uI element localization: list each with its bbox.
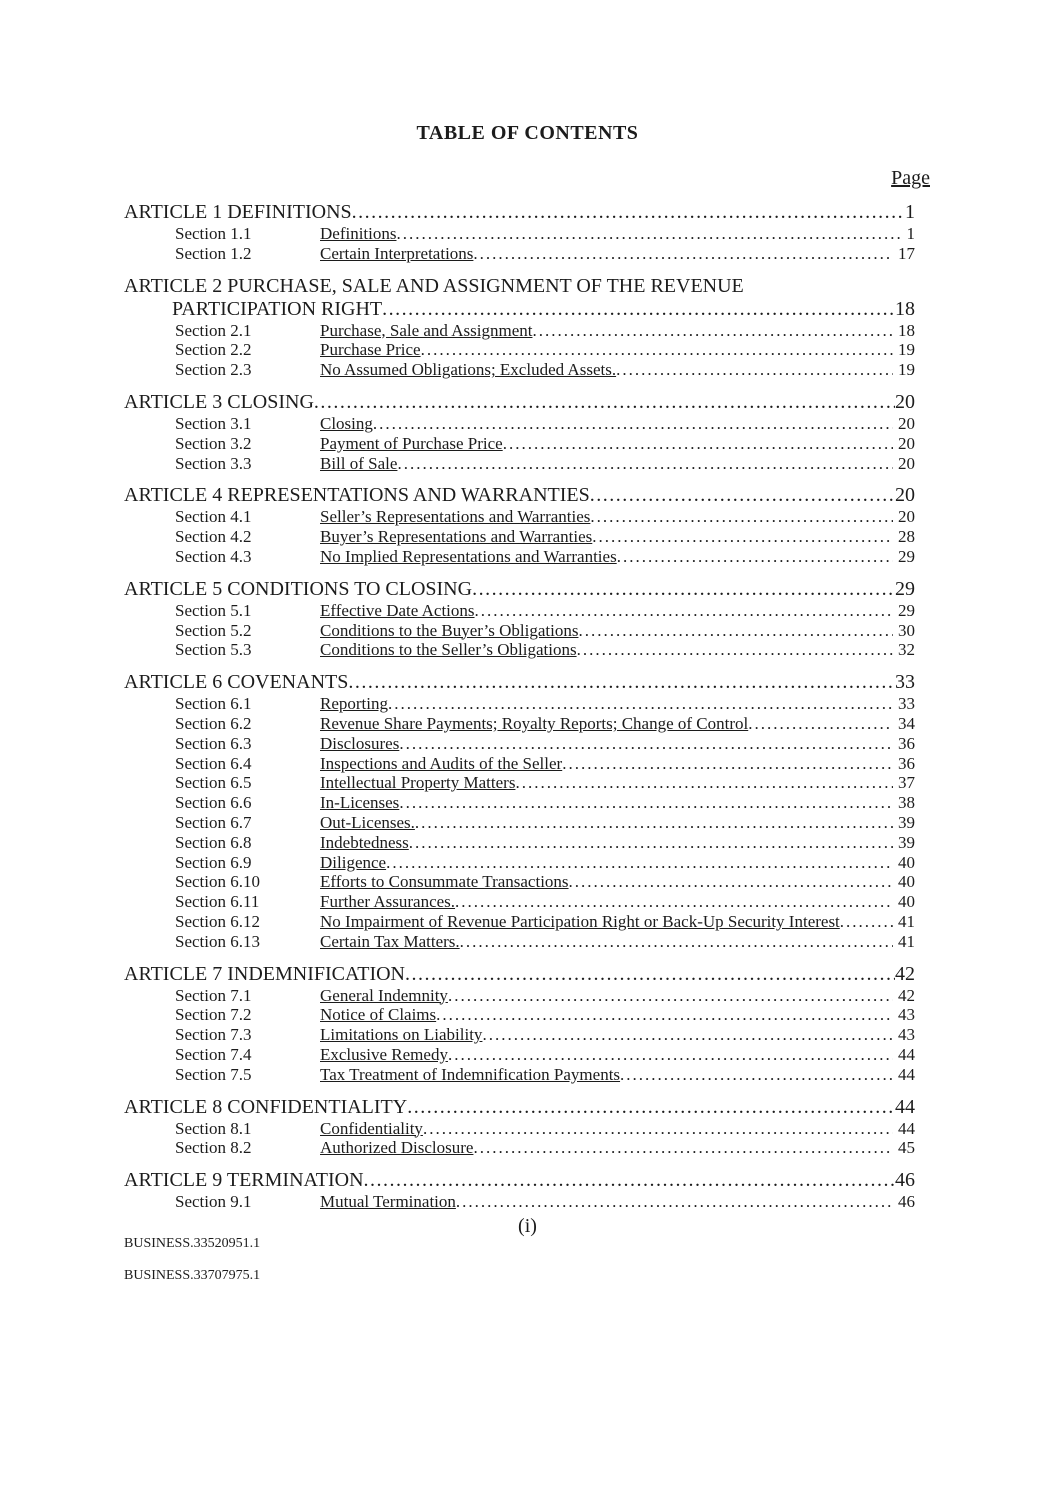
- toc-section-row: [124, 833, 915, 853]
- dot-leader: [409, 833, 893, 853]
- toc-section-row: [124, 1138, 915, 1158]
- toc-article-page-number: 42: [895, 962, 915, 985]
- toc-section-page-number: 41: [898, 931, 915, 951]
- dot-leader: [590, 484, 895, 507]
- toc-section-number: Section 8.1: [175, 1118, 252, 1138]
- toc-article-title[interactable]: ARTICLE 2 PURCHASE, SALE AND ASSIGNMENT OF THE REVENUE: [124, 274, 744, 297]
- toc-section-row: [124, 912, 915, 932]
- dot-leader: [472, 578, 895, 601]
- toc-section-row: [124, 360, 915, 380]
- dot-leader: [382, 298, 895, 321]
- toc-section-row: [124, 414, 915, 434]
- toc-article-sections: [124, 414, 915, 473]
- toc-section-page-number: 44: [898, 1118, 915, 1138]
- toc-section-title-link[interactable]: Out-Licenses.: [320, 812, 415, 832]
- toc-article-title[interactable]: ARTICLE 8 CONFIDENTIALITY: [124, 1095, 408, 1118]
- toc-section-title-link[interactable]: Further Assurances.: [320, 892, 456, 912]
- toc-section-title-link[interactable]: Intellectual Property Matters: [320, 773, 516, 793]
- toc-section-number: Section 4.2: [175, 527, 252, 547]
- toc-section-page-number: 39: [898, 832, 915, 852]
- toc-article-entry: [124, 201, 915, 224]
- toc-section-title-link[interactable]: No Assumed Obligations; Excluded Assets.: [320, 360, 617, 380]
- toc-section-number: Section 6.6: [175, 793, 252, 813]
- toc-section-number: Section 7.5: [175, 1064, 252, 1084]
- toc-article-block: [124, 1096, 915, 1159]
- toc-section-row: [124, 754, 915, 774]
- toc-section-title-link[interactable]: Tax Treatment of Indemnification Payments: [320, 1064, 621, 1084]
- toc-section-page-number: 20: [898, 413, 915, 433]
- dot-leader: [415, 813, 893, 833]
- toc-section-page-number: 46: [898, 1192, 915, 1212]
- toc-section-title-link[interactable]: Certain Tax Matters.: [320, 931, 460, 951]
- toc-section-row: [124, 1025, 915, 1045]
- toc-section-number: Section 7.1: [175, 985, 252, 1005]
- toc-section-row: [124, 527, 915, 547]
- toc-section-number: Section 6.3: [175, 733, 252, 753]
- dot-leader: [620, 1065, 893, 1085]
- toc-section-number: Section 2.2: [175, 340, 252, 360]
- toc-article-title[interactable]: ARTICLE 5 CONDITIONS TO CLOSING: [124, 577, 473, 600]
- dot-leader: [314, 391, 895, 414]
- toc-section-row: [124, 1005, 915, 1025]
- toc-section-page-number: 1: [906, 224, 915, 243]
- toc-section-title-link[interactable]: Confidentiality: [320, 1118, 423, 1138]
- toc-section-row: [124, 714, 915, 734]
- toc-article-title-continued[interactable]: PARTICIPATION RIGHT: [172, 297, 383, 320]
- dot-leader: [748, 714, 893, 734]
- toc-section-page-number: 20: [898, 507, 915, 527]
- toc-section-number: Section 1.2: [175, 243, 252, 263]
- footer-doc-id: BUSINESS.33520951.1: [124, 1235, 261, 1251]
- toc-section-page-number: 34: [898, 713, 915, 733]
- toc-section-number: Section 7.2: [175, 1005, 252, 1025]
- toc-section-title-link[interactable]: Purchase, Sale and Assignment: [320, 320, 533, 340]
- toc-article-sections: [124, 224, 915, 264]
- toc-article-entry: [124, 671, 915, 694]
- table-of-contents: [124, 201, 915, 1212]
- toc-section-number: Section 4.3: [175, 546, 252, 566]
- toc-section-page-number: 42: [898, 985, 915, 1005]
- toc-section-number: Section 6.7: [175, 812, 252, 832]
- toc-section-page-number: 43: [898, 1025, 915, 1045]
- toc-section-title-link[interactable]: Payment of Purchase Price: [320, 433, 503, 453]
- toc-article-page-number: 1: [905, 201, 915, 223]
- toc-article-sections: [124, 601, 915, 660]
- toc-section-page-number: 37: [898, 773, 915, 793]
- toc-section-row: [124, 1119, 915, 1139]
- toc-article-page-number: 20: [895, 390, 915, 413]
- toc-section-row: [124, 773, 915, 793]
- toc-article-entry: [124, 391, 915, 414]
- toc-article-sections: [124, 694, 915, 951]
- toc-section-number: Section 3.1: [175, 413, 252, 433]
- toc-section-page-number: 19: [898, 340, 915, 360]
- toc-section-page-number: 29: [898, 600, 915, 620]
- dot-leader: [455, 892, 893, 912]
- toc-section-row: [124, 547, 915, 567]
- dot-leader: [373, 414, 893, 434]
- toc-section-page-number: 44: [898, 1044, 915, 1064]
- toc-section-row: [124, 986, 915, 1006]
- dot-leader: [473, 244, 893, 264]
- toc-section-title-link[interactable]: Indebtedness: [320, 832, 409, 852]
- toc-section-page-number: 40: [898, 872, 915, 892]
- dot-leader: [456, 1192, 893, 1212]
- toc-section-page-number: 44: [898, 1064, 915, 1084]
- toc-section-number: Section 1.1: [175, 224, 252, 243]
- toc-section-title-link[interactable]: Conditions to the Seller’s Obligations: [320, 640, 577, 660]
- toc-article-block: [124, 671, 915, 951]
- toc-section-title-link[interactable]: Buyer’s Representations and Warranties: [320, 527, 593, 547]
- toc-section-page-number: 43: [898, 1005, 915, 1025]
- toc-section-title-link[interactable]: Certain Interpretations: [320, 243, 474, 263]
- toc-section-number: Section 2.3: [175, 360, 252, 380]
- toc-article-block: [124, 201, 915, 264]
- toc-section-row: [124, 1192, 915, 1212]
- toc-section-page-number: 36: [898, 753, 915, 773]
- toc-section-number: Section 6.12: [175, 911, 260, 931]
- toc-article-block: [124, 484, 915, 566]
- dot-leader: [592, 527, 893, 547]
- dot-leader: [515, 773, 893, 793]
- toc-section-number: Section 6.9: [175, 852, 252, 872]
- toc-article-block: [124, 275, 915, 380]
- document-footer: [124, 1237, 1055, 1283]
- toc-section-title-link[interactable]: No Impairment of Revenue Participation Right or Back-Up Security Interest: [320, 911, 840, 931]
- dot-leader: [475, 601, 893, 621]
- toc-section-title-link[interactable]: Closing: [320, 413, 373, 433]
- toc-section-page-number: 32: [898, 640, 915, 660]
- dot-leader: [397, 454, 893, 474]
- toc-content: [124, 167, 930, 1212]
- toc-section-page-number: 28: [898, 527, 915, 547]
- toc-section-row: [124, 621, 915, 641]
- toc-section-title-link[interactable]: Disclosures: [320, 733, 400, 753]
- toc-section-row: [124, 734, 915, 754]
- toc-article-entry: [124, 963, 915, 986]
- dot-leader: [473, 1138, 893, 1158]
- toc-section-number: Section 6.10: [175, 872, 260, 892]
- toc-article-sections: [124, 986, 915, 1085]
- toc-section-row: [124, 892, 915, 912]
- toc-article-title[interactable]: ARTICLE 1 DEFINITIONS: [124, 201, 352, 223]
- toc-section-title-link[interactable]: Mutual Termination: [320, 1192, 456, 1212]
- toc-section-number: Section 6.5: [175, 773, 252, 793]
- dot-leader: [399, 734, 893, 754]
- toc-article-page-number: 20: [895, 484, 915, 507]
- toc-section-title-link[interactable]: Bill of Sale: [320, 453, 398, 473]
- toc-section-page-number: 36: [898, 733, 915, 753]
- toc-article-page-number: 33: [895, 671, 915, 694]
- toc-section-number: Section 9.1: [175, 1192, 252, 1212]
- toc-section-number: Section 2.1: [175, 320, 252, 340]
- toc-section-title-link[interactable]: Diligence: [320, 852, 387, 872]
- toc-section-title-link[interactable]: No Implied Representations and Warranties: [320, 546, 617, 566]
- toc-section-title-link[interactable]: Authorized Disclosure: [320, 1138, 474, 1158]
- dot-leader: [460, 932, 893, 952]
- dot-leader: [386, 853, 893, 873]
- document-page: [0, 122, 1055, 1487]
- toc-section-number: Section 6.2: [175, 713, 252, 733]
- toc-section-row: [124, 1045, 915, 1065]
- toc-article-entry-wrap-line: [124, 298, 915, 321]
- dot-leader: [421, 340, 893, 360]
- toc-article-entry: [124, 1169, 915, 1192]
- toc-section-row: [124, 507, 915, 527]
- toc-article-title[interactable]: ARTICLE 4 REPRESENTATIONS AND WARRANTIES: [124, 484, 590, 507]
- toc-article-entry: [124, 275, 915, 298]
- dot-leader: [423, 1119, 893, 1139]
- dot-leader: [448, 1045, 893, 1065]
- toc-section-number: Section 6.11: [175, 892, 260, 912]
- toc-article-entry: [124, 484, 915, 507]
- dot-leader: [616, 360, 893, 380]
- toc-article-sections: [124, 1192, 915, 1212]
- toc-section-number: Section 6.13: [175, 931, 260, 951]
- dot-leader: [482, 1025, 893, 1045]
- dot-leader: [562, 754, 893, 774]
- toc-section-number: Section 6.8: [175, 832, 252, 852]
- toc-article-sections: [124, 321, 915, 380]
- dot-leader: [617, 547, 893, 567]
- toc-section-number: Section 3.2: [175, 433, 252, 453]
- toc-section-row: [124, 813, 915, 833]
- toc-section-number: Section 5.2: [175, 620, 252, 640]
- dot-leader: [569, 872, 893, 892]
- toc-section-number: Section 4.1: [175, 507, 252, 527]
- toc-section-row: [124, 340, 915, 360]
- toc-article-title[interactable]: ARTICLE 3 CLOSING: [124, 390, 314, 413]
- toc-section-number: Section 6.4: [175, 753, 252, 773]
- toc-section-page-number: 38: [898, 793, 915, 813]
- toc-section-page-number: 20: [898, 433, 915, 453]
- toc-section-title-link[interactable]: Efforts to Consummate Transactions: [320, 872, 569, 892]
- toc-section-title-link[interactable]: Conditions to the Buyer’s Obligations: [320, 620, 579, 640]
- toc-section-number: Section 5.1: [175, 600, 252, 620]
- dot-leader: [436, 1005, 893, 1025]
- toc-section-number: Section 8.2: [175, 1138, 252, 1158]
- toc-section-title-link[interactable]: General Indemnity: [320, 985, 448, 1005]
- toc-section-row: [124, 601, 915, 621]
- page-column-label: Page: [891, 167, 930, 189]
- toc-article-page-number: 46: [895, 1169, 915, 1192]
- toc-article-entry: [124, 1096, 915, 1119]
- dot-leader: [590, 507, 893, 527]
- toc-section-number: Section 6.1: [175, 694, 252, 714]
- toc-section-row: [124, 434, 915, 454]
- dot-leader: [577, 640, 893, 660]
- toc-section-title-link[interactable]: Seller’s Representations and Warranties: [320, 507, 591, 527]
- toc-article-page-number: 44: [895, 1095, 915, 1118]
- toc-section-page-number: 29: [898, 546, 915, 566]
- toc-section-page-number: 17: [898, 243, 915, 263]
- toc-section-page-number: 30: [898, 620, 915, 640]
- toc-section-number: Section 7.3: [175, 1025, 252, 1045]
- toc-article-block: [124, 578, 915, 660]
- toc-article-block: [124, 963, 915, 1085]
- toc-article-title[interactable]: ARTICLE 7 INDEMNIFICATION: [124, 962, 405, 985]
- toc-section-title-link[interactable]: Effective Date Actions: [320, 600, 475, 620]
- toc-section-page-number: 45: [898, 1138, 915, 1158]
- toc-article-title[interactable]: ARTICLE 9 TERMINATION: [124, 1169, 364, 1192]
- toc-section-title-link[interactable]: Inspections and Audits of the Seller: [320, 753, 563, 773]
- page-title: TABLE OF CONTENTS: [416, 122, 639, 144]
- dot-leader: [364, 1169, 895, 1192]
- toc-section-page-number: 18: [898, 320, 915, 340]
- toc-section-row: [124, 321, 915, 341]
- dot-leader: [399, 793, 893, 813]
- toc-section-row: [124, 640, 915, 660]
- dot-leader: [448, 986, 893, 1006]
- toc-article-block: [124, 1169, 915, 1212]
- toc-section-row: [124, 932, 915, 952]
- dot-leader: [352, 201, 905, 224]
- toc-section-row: [124, 244, 915, 264]
- toc-section-title-link[interactable]: Revenue Share Payments; Royalty Reports; Change of Control: [320, 713, 749, 733]
- toc-section-row: [124, 872, 915, 892]
- dot-leader: [532, 321, 893, 341]
- toc-article-title[interactable]: ARTICLE 6 COVENANTS: [124, 671, 349, 694]
- toc-article-page-number: 18: [895, 297, 915, 320]
- dot-leader: [503, 434, 893, 454]
- toc-section-page-number: 41: [898, 911, 915, 931]
- toc-article-block: [124, 391, 915, 473]
- dot-leader: [407, 1096, 895, 1119]
- toc-section-row: [124, 224, 915, 244]
- toc-article-page-number: 29: [895, 577, 915, 600]
- toc-section-page-number: 19: [898, 360, 915, 380]
- dot-leader: [578, 621, 893, 641]
- toc-article-entry: [124, 578, 915, 601]
- dot-leader: [840, 912, 893, 932]
- dot-leader: [388, 694, 893, 714]
- toc-section-title-link[interactable]: Purchase Price: [320, 340, 421, 360]
- toc-section-row: [124, 454, 915, 474]
- dot-leader: [397, 224, 902, 244]
- toc-section-row: [124, 853, 915, 873]
- toc-section-page-number: 33: [898, 694, 915, 714]
- page-number-indicator: (i): [518, 1214, 537, 1237]
- toc-article-sections: [124, 507, 915, 566]
- page-column-header-row: [124, 167, 930, 190]
- toc-section-title-link[interactable]: In-Licenses: [320, 793, 400, 813]
- dot-leader: [348, 671, 895, 694]
- toc-section-title-link[interactable]: Notice of Claims: [320, 1005, 437, 1025]
- footer-doc-id: BUSINESS.33707975.1: [124, 1267, 261, 1283]
- toc-section-page-number: 20: [898, 453, 915, 473]
- toc-section-title-link[interactable]: Definitions: [320, 224, 397, 243]
- toc-section-page-number: 40: [898, 892, 915, 912]
- toc-section-title-link[interactable]: Limitations on Liability: [320, 1025, 483, 1045]
- toc-section-row: [124, 1065, 915, 1085]
- toc-section-row: [124, 694, 915, 714]
- toc-section-number: Section 7.4: [175, 1044, 252, 1064]
- toc-section-number: Section 5.3: [175, 640, 252, 660]
- toc-section-row: [124, 793, 915, 813]
- toc-article-sections: [124, 1119, 915, 1159]
- toc-section-page-number: 40: [898, 852, 915, 872]
- toc-section-title-link[interactable]: Exclusive Remedy: [320, 1044, 448, 1064]
- toc-section-number: Section 3.3: [175, 453, 252, 473]
- dot-leader: [405, 963, 895, 986]
- toc-section-page-number: 39: [898, 812, 915, 832]
- toc-section-title-link[interactable]: Reporting: [320, 694, 388, 714]
